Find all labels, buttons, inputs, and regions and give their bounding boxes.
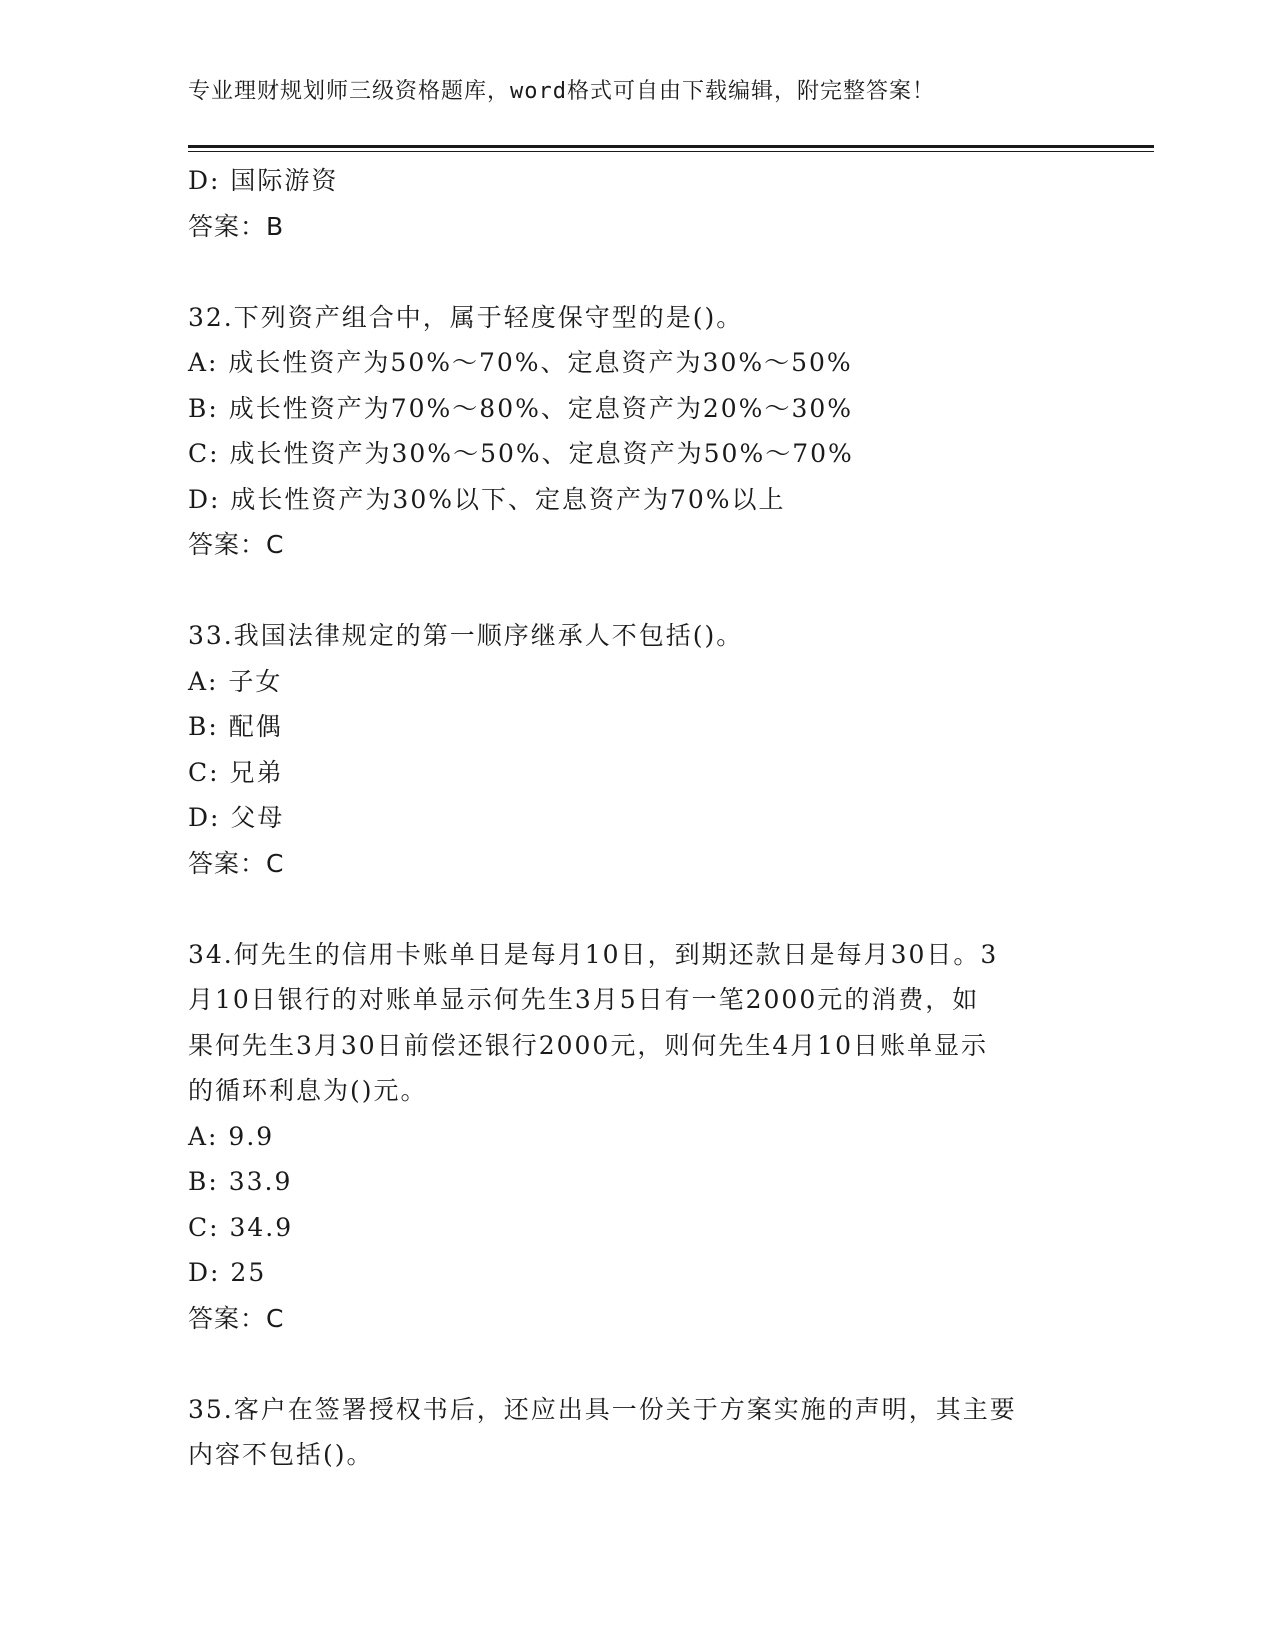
q33-answer: 答案：C xyxy=(188,848,285,878)
header-rule-thin xyxy=(188,151,1154,152)
q34-stem-line1: 34.何先生的信用卡账单日是每月10日，到期还款日是每月30日。3 xyxy=(188,939,999,969)
q32-option-c: C: 成长性资产为30%～50%、定息资产为50%～70% xyxy=(188,439,854,468)
q35-stem-line2: 内容不包括()。 xyxy=(188,1440,374,1469)
q32-option-d: D: 成长性资产为30%以下、定息资产为70%以上 xyxy=(188,484,786,514)
spacer xyxy=(188,568,1088,614)
q34-option-b: B: 33.9 xyxy=(188,1167,293,1196)
spacer xyxy=(188,886,1088,932)
q32-option-a: A: 成长性资产为50%～70%、定息资产为30%～50% xyxy=(188,348,853,377)
q33-option-b: B: 配偶 xyxy=(188,712,283,741)
spacer xyxy=(188,1341,1088,1387)
q34-stem-line2: 月10日银行的对账单显示何先生3月5日有一笔2000元的消费，如 xyxy=(188,985,980,1014)
q34-option-d: D: 25 xyxy=(188,1258,267,1287)
q34-stem-line3: 果何先生3月30日前偿还银行2000元，则何先生4月10日账单显示 xyxy=(188,1030,989,1060)
q32-answer: 答案：C xyxy=(188,530,285,559)
q33-option-d: D: 父母 xyxy=(188,803,285,832)
question-content xyxy=(188,158,1088,1478)
q34-stem-line4: 的循环利息为()元。 xyxy=(188,1076,428,1105)
header-rule-thick xyxy=(188,145,1154,148)
q34-option-a: A: 9.9 xyxy=(188,1121,275,1151)
q35-stem-line1: 35.客户在签署授权书后，还应出具一份关于方案实施的声明，其主要 xyxy=(188,1394,1017,1424)
spacer xyxy=(188,249,1088,295)
q33-option-c: C: 兄弟 xyxy=(188,757,284,787)
q31-option-d: D: 国际游资 xyxy=(188,166,339,195)
page-header: 专业理财规划师三级资格题库，word格式可自由下载编辑，附完整答案！ xyxy=(188,79,935,104)
q32-option-b: B: 成长性资产为70%～80%、定息资产为20%～30% xyxy=(188,393,854,423)
q32-stem: 32.下列资产组合中，属于轻度保守型的是()。 xyxy=(188,302,744,332)
q34-answer: 答案：C xyxy=(188,1303,285,1333)
q34-option-c: C: 34.9 xyxy=(188,1212,294,1242)
q33-option-a: A: 子女 xyxy=(188,666,283,696)
q33-stem: 33.我国法律规定的第一顺序继承人不包括()。 xyxy=(188,621,744,650)
q31-answer: 答案：B xyxy=(188,211,285,241)
